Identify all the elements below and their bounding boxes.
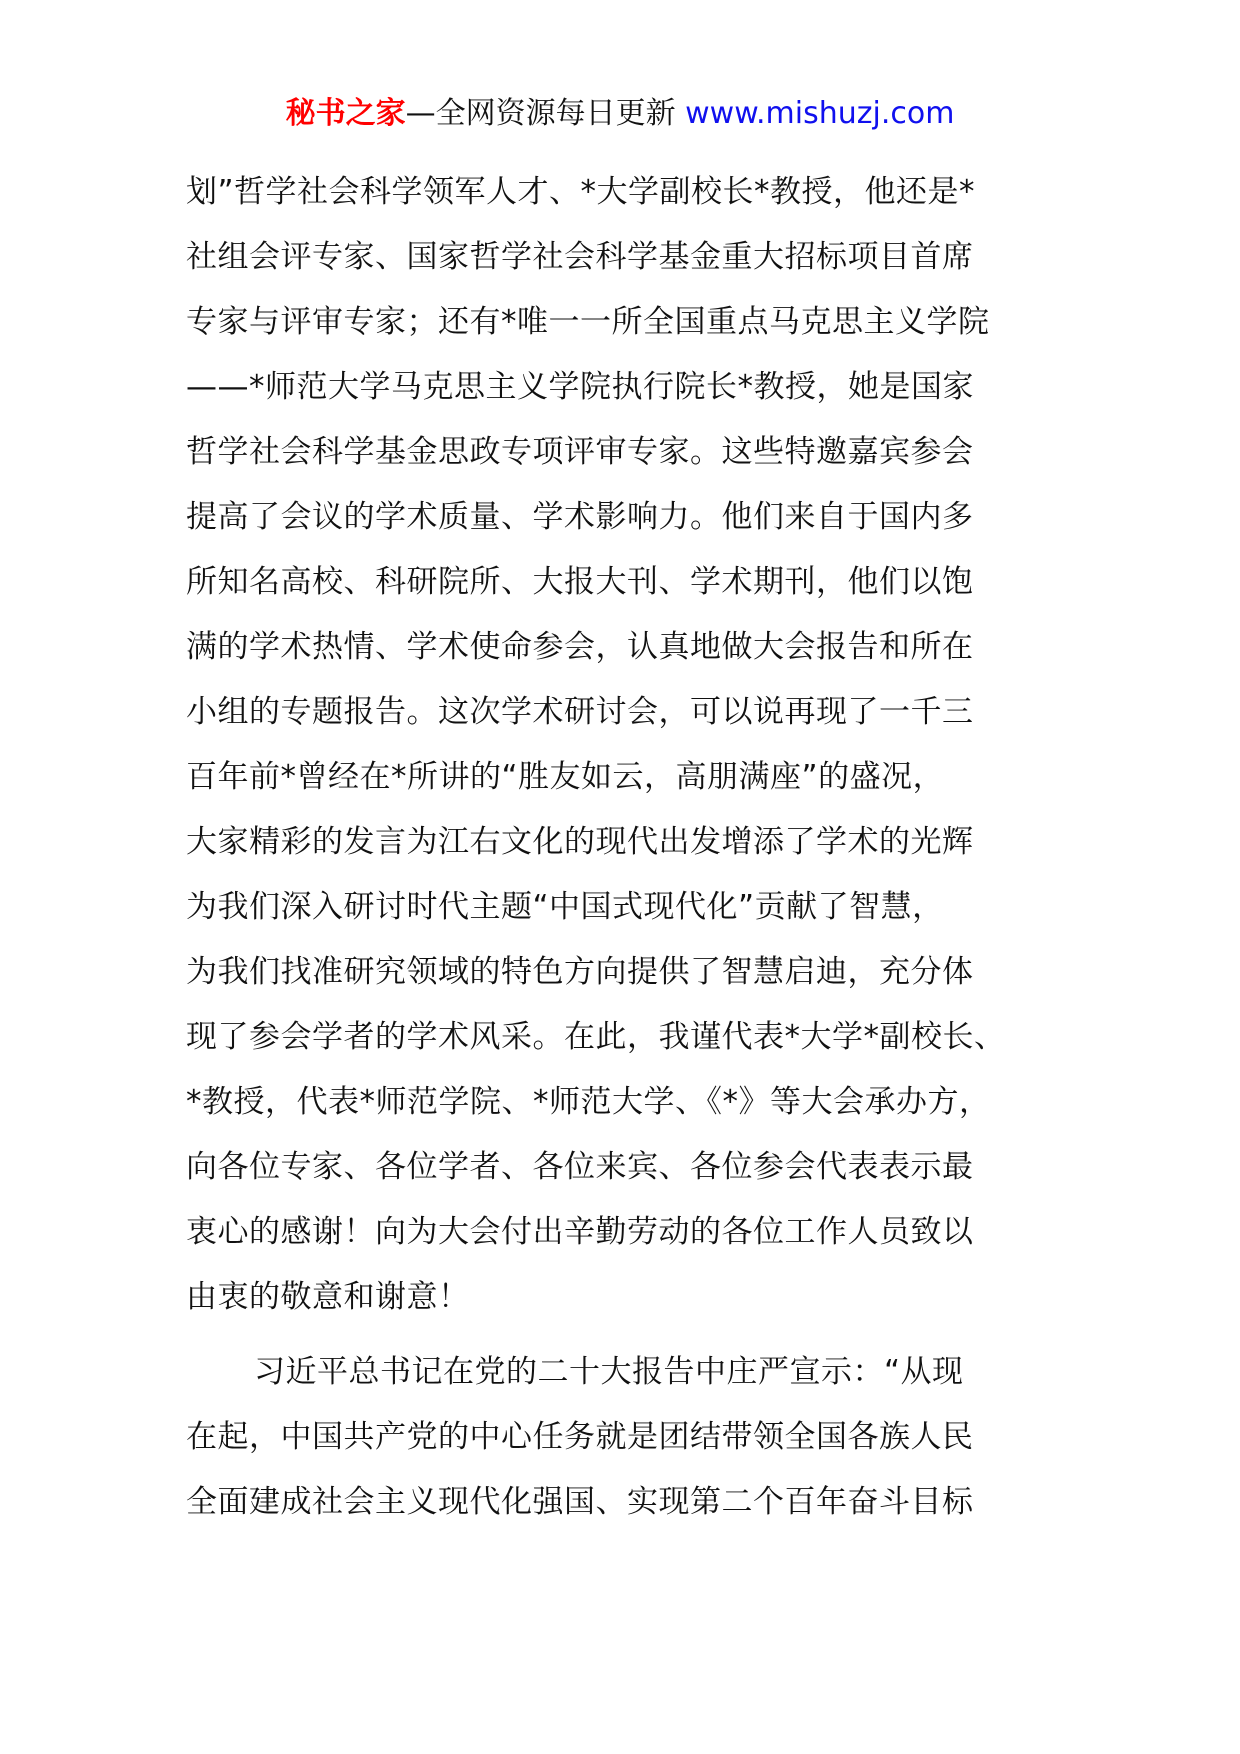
text-line: *教授，代表*师范学院、*师范大学、《*》等大会承办方， — [186, 1084, 991, 1120]
text-line: 现了参会学者的学术风采。在此，我谨代表*大学*副校长、 — [186, 1019, 1006, 1055]
text-line: 提高了会议的学术质量、学术影响力。他们来自于国内多 — [186, 499, 974, 535]
header-tagline: —全网资源每日更新 — [405, 96, 676, 131]
text-line: 小组的专题报告。这次学术研讨会，可以说再现了一千三 — [186, 694, 974, 730]
text-line: 所知名高校、科研院所、大报大刊、学术期刊，他们以饱 — [186, 564, 974, 600]
text-line: 百年前*曾经在*所讲的“胜友如云，高朋满座”的盛况， — [186, 759, 945, 795]
brand-name: 秘书之家 — [285, 96, 406, 131]
text-line: 全面建成社会主义现代化强国、实现第二个百年奋斗目标 — [186, 1484, 974, 1520]
text-line: ——*师范大学马克思主义学院执行院长*教授，她是国家 — [186, 369, 974, 405]
text-line: 习近平总书记在党的二十大报告中庄严宣示：“从现 — [254, 1354, 964, 1390]
page-header — [0, 92, 1240, 136]
document-body — [186, 160, 1076, 1535]
text-line: 划”哲学社会科学领军人才、*大学副校长*教授，他还是* — [186, 174, 976, 210]
text-line: 由衷的敬意和谢意！ — [186, 1279, 470, 1315]
text-line: 在起，中国共产党的中心任务就是团结带领全国各族人民 — [186, 1419, 974, 1455]
text-line: 哲学社会科学基金思政专项评审专家。这些特邀嘉宾参会 — [186, 434, 974, 470]
site-url-link[interactable]: www.mishuzj.com — [685, 96, 955, 131]
paragraph-2 — [186, 1340, 1076, 1535]
text-line: 为我们找准研究领域的特色方向提供了智慧启迪，充分体 — [186, 954, 974, 990]
text-line: 向各位专家、各位学者、各位来宾、各位参会代表表示最 — [186, 1149, 974, 1185]
paragraph-spacer — [186, 1330, 1076, 1340]
text-line: 为我们深入研讨时代主题“中国式现代化”贡献了智慧， — [186, 889, 944, 925]
text-line: 大家精彩的发言为江右文化的现代出发增添了学术的光辉 — [186, 824, 974, 860]
text-line: 衷心的感谢！向为大会付出辛勤劳动的各位工作人员致以 — [186, 1214, 974, 1250]
text-line: 满的学术热情、学术使命参会，认真地做大会报告和所在 — [186, 629, 974, 665]
text-line: 社组会评专家、国家哲学社会科学基金重大招标项目首席 — [186, 239, 974, 275]
paragraph-1 — [186, 160, 1076, 1330]
text-line: 专家与评审专家；还有*唯一一所全国重点马克思主义学院 — [186, 304, 990, 340]
